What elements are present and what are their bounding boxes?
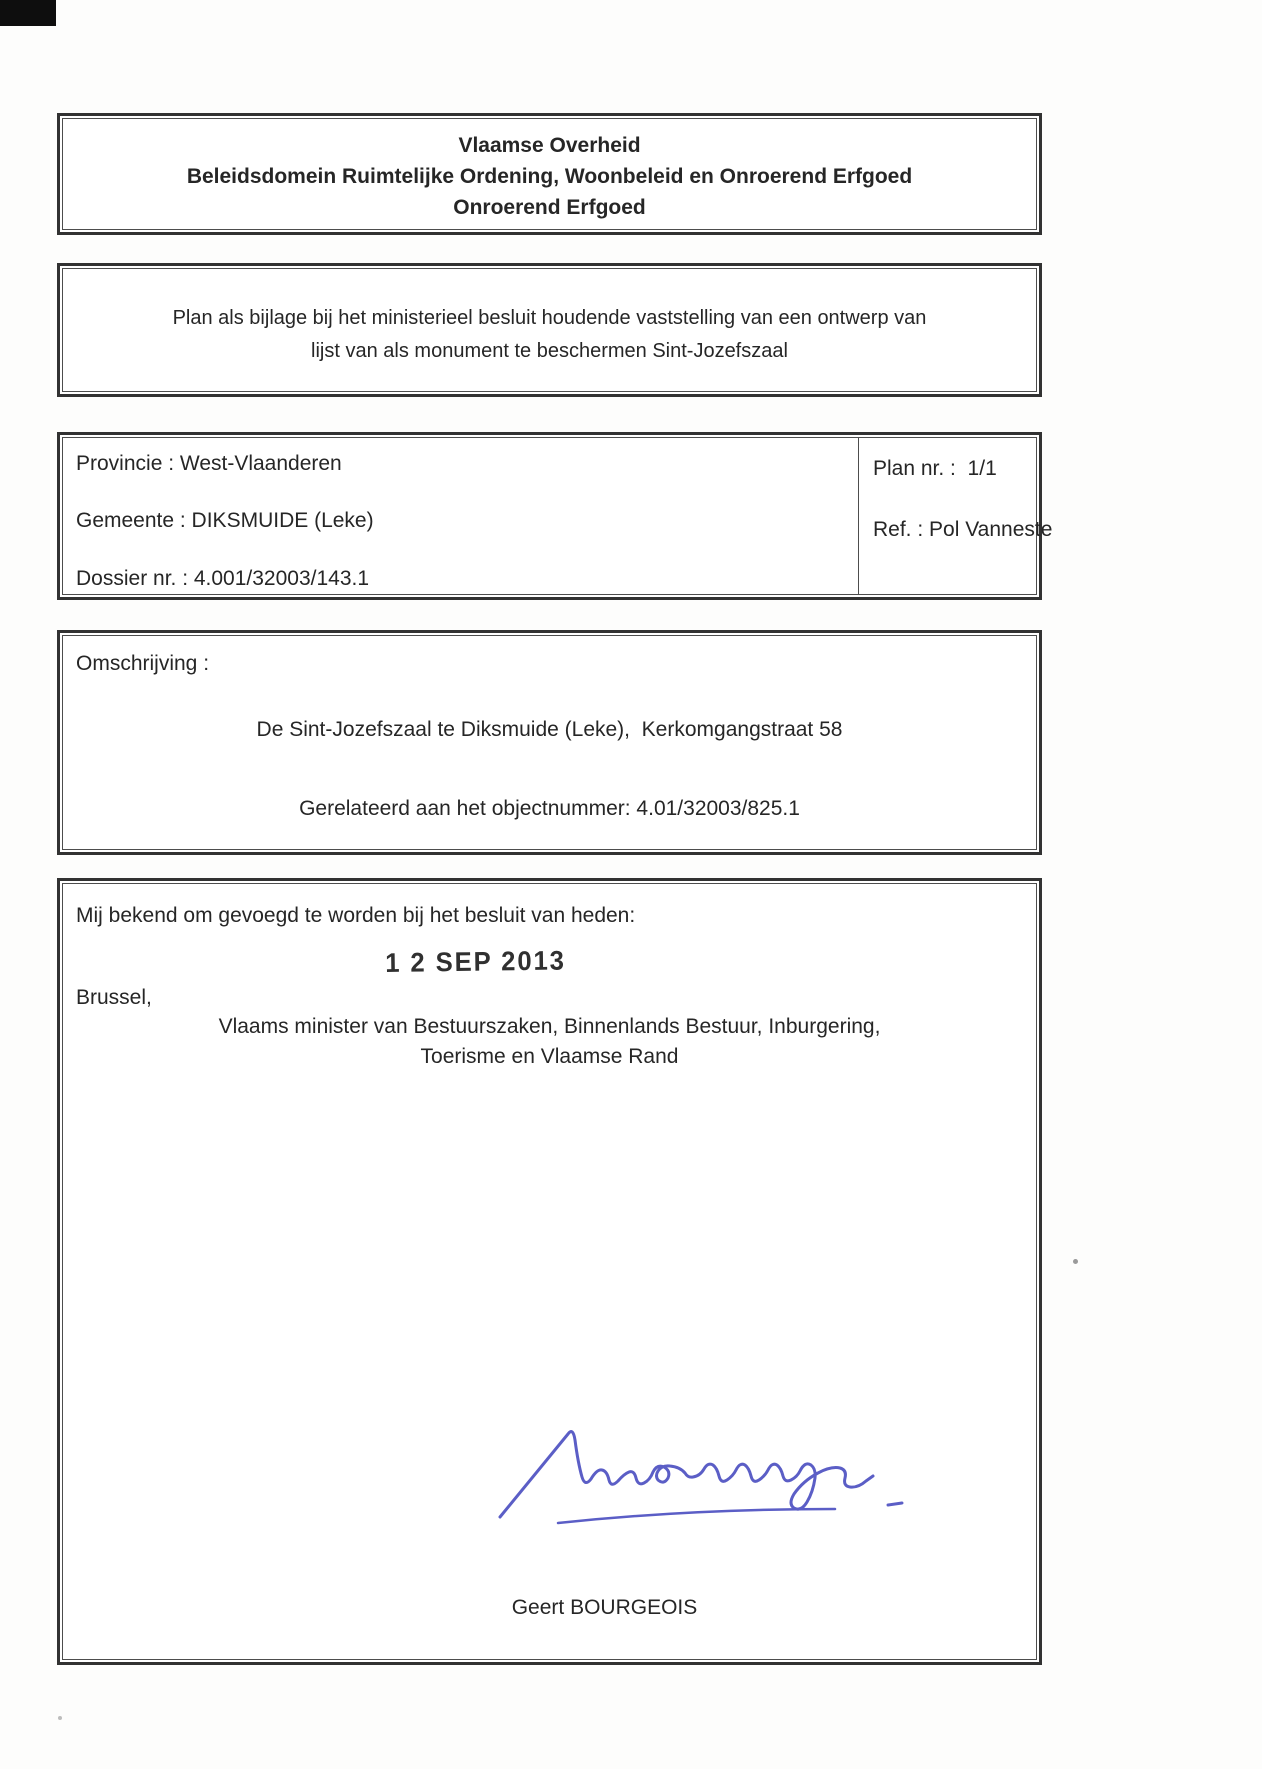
date-stamp: 1 2 SEP 2013 [385, 945, 567, 978]
object-number: Gerelateerd aan het objectnummer: 4.01/32003/825.1 [299, 797, 800, 820]
plan-title-line2: lijst van als monument te beschermen Sint-Jozefszaal [311, 340, 788, 362]
scan-speck [58, 1716, 62, 1720]
handwritten-signature [490, 1419, 960, 1549]
gemeente-field: Gemeente : DIKSMUIDE (Leke) [76, 509, 374, 532]
details-left-column [63, 438, 859, 594]
dossier-field: Dossier nr. : 4.001/32003/143.1 [76, 567, 370, 590]
header-box [57, 113, 1042, 235]
header-line-agency: Onroerend Erfgoed [453, 196, 646, 219]
minister-title-line2: Toerisme en Vlaamse Rand [420, 1045, 679, 1068]
details-right-column [859, 438, 1053, 594]
details-box [57, 432, 1053, 600]
provincie-field: Provincie : West-Vlaanderen [76, 452, 342, 475]
omschrijving-box [57, 630, 1042, 855]
scan-corner-artifact [0, 0, 56, 26]
plan-title-box [57, 263, 1042, 397]
ref-field: Ref. : Pol Vanneste [873, 518, 1053, 541]
plan-title-line1: Plan als bijlage bij het ministerieel besluit houdende vaststelling van een ontwerp van [172, 307, 927, 329]
city-label: Brussel, [76, 986, 152, 1009]
plan-nr-field: Plan nr. : 1/1 [873, 457, 997, 480]
scan-speck [1073, 1259, 1078, 1264]
minister-title-line1: Vlaams minister van Bestuurszaken, Binnenlands Bestuur, Inburgering, [218, 1015, 881, 1038]
object-address: De Sint-Jozefszaal te Diksmuide (Leke), Kerkomgangstraat 58 [256, 718, 843, 741]
header-line-department: Beleidsdomein Ruimtelijke Ordening, Woonbeleid en Onroerend Erfgoed [186, 165, 913, 188]
signature-box [57, 878, 1042, 1665]
header-line-authority: Vlaamse Overheid [458, 134, 641, 157]
omschrijving-label: Omschrijving : [76, 652, 210, 675]
signer-name: Geert BOURGEOIS [511, 1596, 698, 1619]
signature-intro: Mij bekend om gevoegd te worden bij het besluit van heden: [76, 904, 636, 927]
